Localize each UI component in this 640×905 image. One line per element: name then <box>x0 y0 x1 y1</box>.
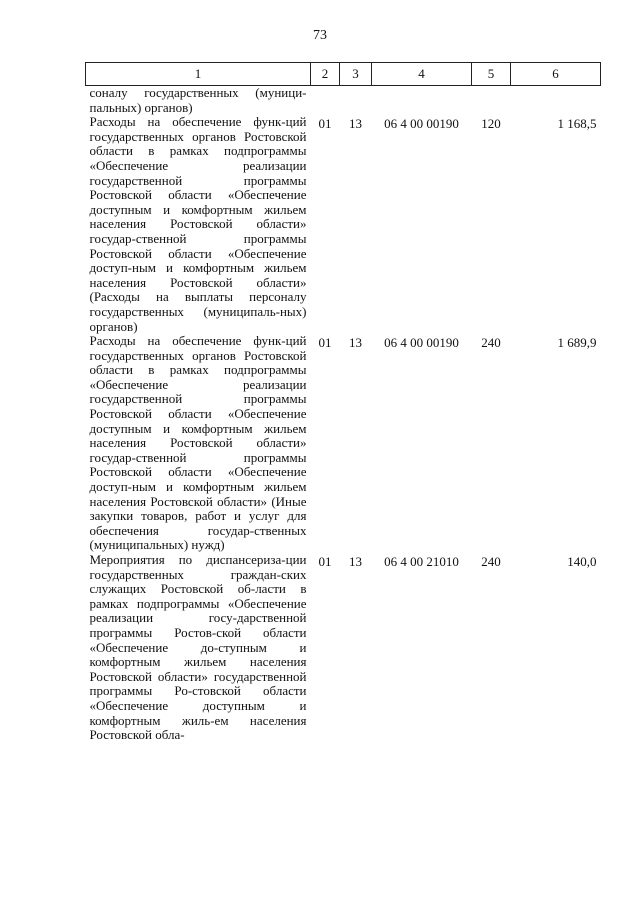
row-section: 01 <box>318 554 332 569</box>
row-section <box>311 86 340 116</box>
row-target-article <box>372 86 472 116</box>
row-section: 01 <box>318 116 332 132</box>
header-col-3: 3 <box>340 63 372 86</box>
table-row <box>86 334 601 553</box>
row-subsection <box>340 86 372 116</box>
header-col-4: 4 <box>372 63 472 86</box>
budget-table <box>85 62 601 743</box>
row-expense-type: 120 <box>481 116 501 132</box>
row-expense-type: 240 <box>481 335 501 351</box>
header-col-5: 5 <box>472 63 511 86</box>
row-target-article: 06 4 00 21010 <box>384 554 459 569</box>
row-description: Мероприятия по диспансеризa-ции государственных граждан-ских служащих Ростовской об-ласти в рамках подпрограммы «Обеспечение реализации госу-дарственной программы Ростов-ской области «Обеспечение до-ступным и комфортным жильем населения Ростовской области» государственной программы Ро-стовской области «Обеспечение доступным и комфортным жиль-ем населения Ростовской обла- <box>89 552 307 743</box>
table-row <box>86 553 601 743</box>
header-row <box>86 63 601 86</box>
row-amount: 140,0 <box>567 554 597 569</box>
row-expense-type <box>472 86 511 116</box>
row-description: Расходы на обеспечение функ-ций государственных органов Ростовской области в рамках подпрограммы «Обеспечение реализации государственной программы Ростовской области «Обеспечение доступным и комфортным жильем населения Ростовской области» государ-ственной программы Ростовской области «Обеспечение доступ-ным и комфортным жильем населения Ростовской области» (Иные закупки товаров, работ и услуг для обеспечения государ-ственных (муниципальных) нужд) <box>89 333 307 553</box>
row-description: Расходы на обеспечение функ-ций государственных органов Ростовской области в рамках подпрограммы «Обеспечение реализации государственной программы Ростовской области «Обеспечение доступным и комфортным жильем населения Ростовской области» государ-ственной программы Ростовской области «Обеспечение доступ-ным и комфортным жильем населения Ростовской области» (Расходы на выплаты персоналу государственных (муниципаль-ных) органов) <box>89 114 307 334</box>
row-target-article: 06 4 00 00190 <box>384 335 459 351</box>
row-amount: 1 168,5 <box>557 116 597 132</box>
row-amount <box>511 86 601 116</box>
table-body <box>86 86 601 743</box>
row-subsection: 13 <box>349 335 362 351</box>
row-section: 01 <box>318 335 332 351</box>
table-header <box>86 63 601 86</box>
header-col-6: 6 <box>511 63 601 86</box>
header-col-1: 1 <box>86 63 311 86</box>
header-col-2: 2 <box>311 63 340 86</box>
row-subsection: 13 <box>349 554 362 569</box>
table-row <box>86 115 601 334</box>
row-expense-type: 240 <box>481 554 501 569</box>
table-row <box>86 86 601 116</box>
row-target-article: 06 4 00 00190 <box>384 116 459 132</box>
row-description: соналу государственных (муници-пальных) органов) <box>89 85 307 115</box>
row-subsection: 13 <box>349 116 362 132</box>
row-amount: 1 689,9 <box>557 335 597 351</box>
page-number: 73 <box>313 28 327 43</box>
